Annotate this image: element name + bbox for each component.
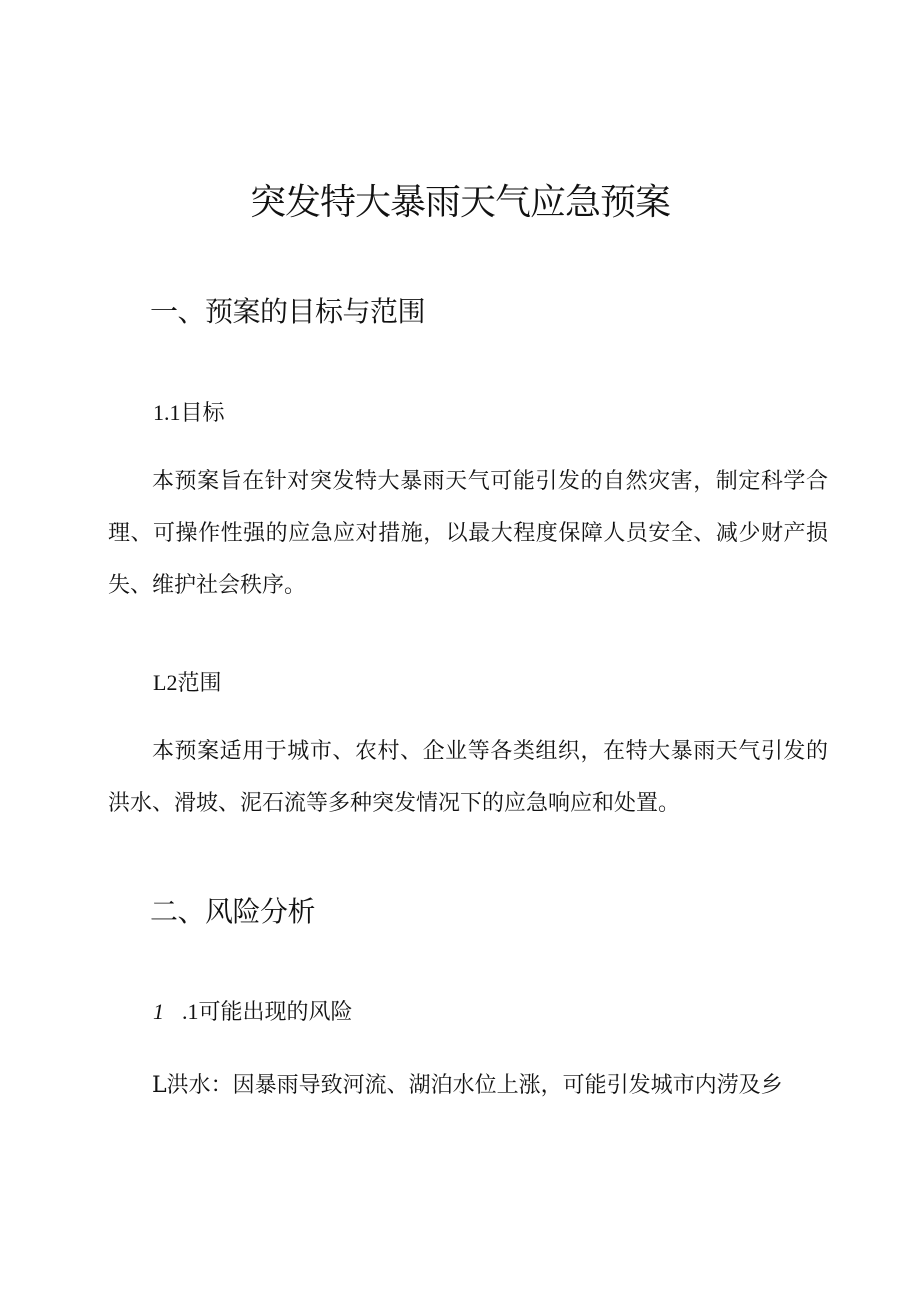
paragraph-scope: 本预案适用于城市、农村、企业等各类组织，在特大暴雨天气引发的洪水、滑坡、泥石流等多种突发情况下的应急响应和处置。	[108, 739, 828, 816]
paragraph-flood-risk: L洪水：因暴雨导致河流、湖泊水位上涨，可能引发城市内涝及乡	[152, 1073, 783, 1098]
subsection-heading-text: .1可能出现的风险	[182, 999, 353, 1024]
section-heading-risk-analysis: 二、风险分析	[150, 895, 316, 928]
subsection-heading-scope: L2范围	[153, 670, 222, 695]
document-title: 突发特大暴雨天气应急预案	[249, 182, 670, 223]
paragraph-objectives: 本预案旨在针对突发特大暴雨天气可能引发的自然灾害，制定科学合理、可操作性强的应急应对措施，以最大程度保障人员安全、减少财产损失、维护社会秩序。	[108, 469, 828, 598]
subsection-heading-objectives: 1.1目标	[153, 400, 225, 425]
subsection-number: 1	[153, 999, 164, 1024]
section-heading-objectives-scope: 一、预案的目标与范围	[150, 295, 426, 328]
subsection-heading-possible-risks	[153, 997, 353, 1027]
